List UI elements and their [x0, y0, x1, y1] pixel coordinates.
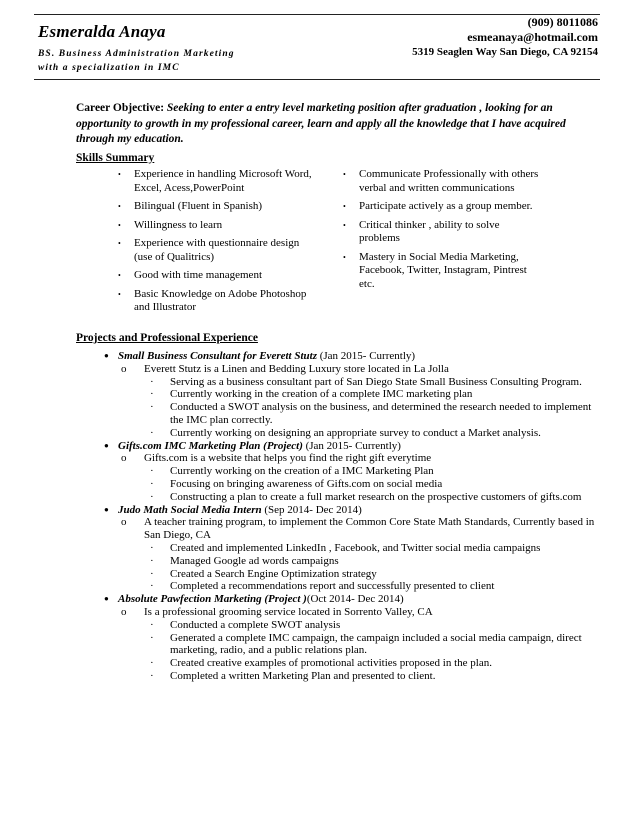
skill-item: • Basic Knowledge on Adobe Photoshop and Illustrator: [118, 288, 318, 315]
task-list: [144, 542, 600, 593]
project-description: [118, 606, 600, 683]
phone-number: (909) 8011086: [527, 15, 598, 29]
objective-text: Seeking to enter a entry level marketing position after graduation , looking for an opportunity to growth in my professional career, learn and apply all the knowledge that I have acquired through my education.: [76, 102, 566, 145]
project-description: [118, 516, 600, 593]
task-list: [144, 619, 600, 683]
description-text: o Is a professional grooming service located in Sorrento Valley, CA: [144, 605, 433, 618]
skills-list-right: [343, 168, 543, 296]
degree-line: BS. Business Administration Marketing: [38, 49, 235, 59]
project-dates: (Jan 2015- Currently): [316, 350, 416, 362]
project-details: [118, 516, 600, 593]
project-title: Judo Math Social Media Intern: [118, 503, 262, 516]
project-item: [100, 504, 600, 594]
project-description: [118, 363, 600, 440]
header-bottom-rule: [34, 79, 600, 80]
skill-item: • Critical thinker , ability to solve problems: [343, 219, 543, 246]
project-details: [118, 363, 600, 440]
task-item: · Completed a recommendations report and successfully presented to client: [144, 580, 600, 593]
task-item: · Currently working in the creation of a complete IMC marketing plan: [144, 388, 600, 401]
project-heading: [118, 440, 600, 453]
project-item: [100, 350, 600, 440]
skill-item: • Communicate Professionally with others verbal and written communications: [343, 168, 543, 195]
task-item: · Created creative examples of promotional activities proposed in the plan.: [144, 657, 600, 670]
task-item: · Constructing a plan to create a full market research on the prospective customers of gifts.com: [144, 491, 600, 504]
project-heading: [118, 350, 600, 363]
skills-summary-heading: Skills Summary: [76, 152, 155, 164]
description-text: o Everett Stutz is a Linen and Bedding Luxury store located in La Jolla: [144, 362, 449, 375]
skill-item: • Good with time management: [118, 269, 318, 283]
task-item: · Managed Google ad words campaigns: [144, 555, 600, 568]
task-item: · Conducted a SWOT analysis on the business, and determined the research needed to implement the IMC plan correctly.: [144, 401, 600, 427]
project-details: [118, 452, 600, 503]
skill-item: • Bilingual (Fluent in Spanish): [118, 200, 318, 214]
projects-heading: Projects and Professional Experience: [76, 332, 258, 344]
task-item: · Created a Search Engine Optimization strategy: [144, 568, 600, 581]
mailing-address: 5319 Seaglen Way San Diego, CA 92154: [412, 46, 598, 58]
task-item: · Created and implemented LinkedIn , Facebook, and Twitter social media campaigns: [144, 542, 600, 555]
task-item: · Conducted a complete SWOT analysis: [144, 619, 600, 632]
project-title: Small Business Consultant for Everett Stutz: [118, 350, 317, 362]
project-description: [118, 452, 600, 503]
contact-block: [412, 15, 598, 60]
projects-list: [100, 350, 600, 683]
project-item: [100, 593, 600, 683]
task-item: · Focusing on bringing awareness of Gifts.com on social media: [144, 478, 600, 491]
objective-label: Career Objective:: [76, 102, 165, 114]
email-address: esmeanaya@hotmail.com: [467, 30, 598, 44]
project-dates: (Jan 2015- Currently): [302, 439, 401, 452]
skills-list-left: [118, 168, 318, 320]
task-list: [144, 465, 600, 503]
description-text: o Gifts.com is a website that helps you find the right gift everytime: [144, 452, 432, 465]
project-item: [100, 440, 600, 504]
skill-item: • Experience with questionnaire design (use of Qualitrics): [118, 237, 318, 264]
task-item: · Currently working on designing an appropriate survey to conduct a Market analysis.: [144, 427, 600, 440]
project-details: [118, 606, 600, 683]
project-heading: [118, 593, 600, 606]
degree-info: [38, 47, 235, 75]
candidate-name: Esmeralda Anaya: [38, 22, 166, 41]
specialization-line: with a specialization in IMC: [38, 63, 180, 73]
description-text: o A teacher training program, to implement the Common Core State Math Standards, Currently based in San Diego, CA: [144, 516, 595, 542]
career-objective: [76, 101, 576, 148]
task-item: · Serving as a business consultant part of San Diego State Small Business Consulting Program.: [144, 376, 600, 389]
skill-item: • Mastery in Social Media Marketing, Facebook, Twitter, Instagram, Pintrest etc.: [343, 251, 543, 292]
project-title: Absolute Pawfection Marketing (Project ): [118, 593, 307, 606]
skill-item: • Participate actively as a group member.: [343, 200, 543, 214]
project-heading: [118, 504, 600, 517]
project-dates: (Oct 2014- Dec 2014): [306, 593, 404, 606]
skill-item: • Experience in handling Microsoft Word, Excel, Acess,PowerPoint: [118, 168, 318, 195]
project-title: Gifts.com IMC Marketing Plan (Project): [118, 439, 303, 452]
task-item: · Generated a complete IMC campaign, the campaign included a social media campaign, direct marketing, radio, and a public relations plan.: [144, 632, 600, 658]
task-list: [144, 376, 600, 440]
skill-item: • Willingness to learn: [118, 219, 318, 233]
task-item: · Completed a written Marketing Plan and presented to client.: [144, 670, 600, 683]
task-item: · Currently working on the creation of a IMC Marketing Plan: [144, 465, 600, 478]
project-dates: (Sep 2014- Dec 2014): [261, 503, 362, 516]
